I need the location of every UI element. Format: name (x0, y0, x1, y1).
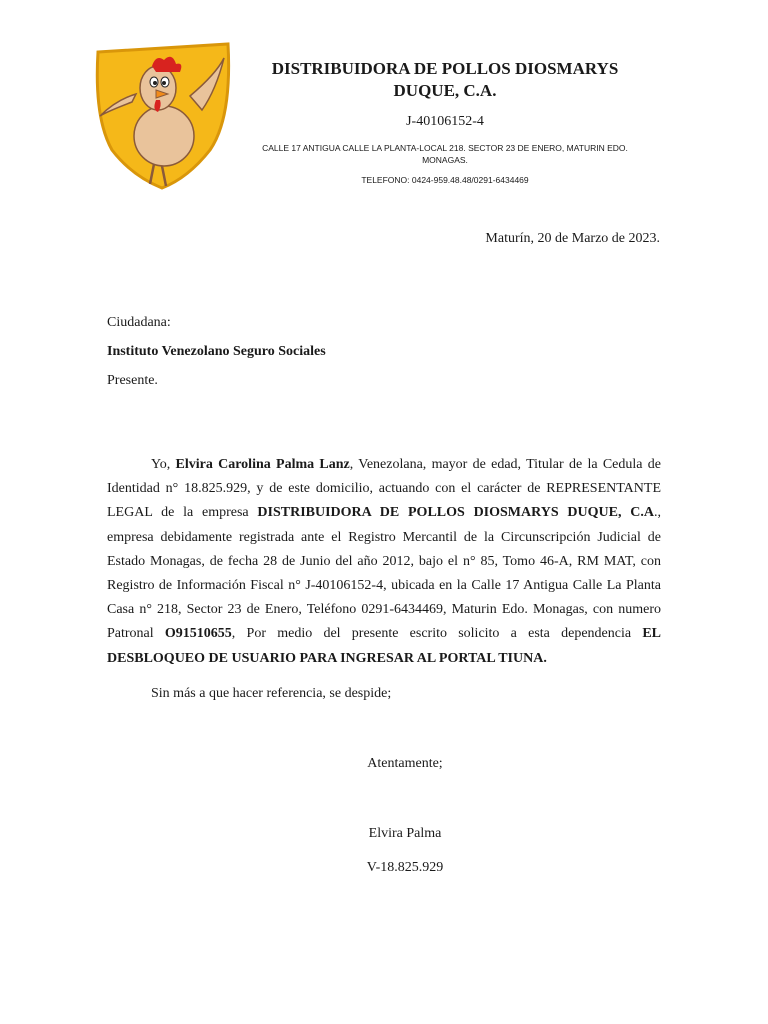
letter-body (107, 453, 661, 671)
body-paragraph: Yo, Elvira Carolina Palma Lanz, Venezolana, mayor de edad, Titular de la Cedula de Identidad n° 18.825.929, y de este domicilio, actuando con el carácter de REPRESENTANTE LEGAL de la empresa DISTRIBUIDORA DE POLLOS DIOSMARYS DUQUE, C.A., empresa debidamente registrada ante el Registro Mercantil de la Circunscripción Judicial de Estado Monagas, de fecha 28 de Junio del año 2012, bajo el n° 85, Tomo 46-A, RM MAT, con Registro de Información Fiscal n° J-40106152-4, ubicada en la Calle 17 Antigua Calle La Planta Casa n° 218, Sector 23 de Enero, Teléfono 0291-6434469, Maturin Edo. Monagas, con numero Patronal O91510655, Por medio del presente escrito solicito a esta dependencia EL DESBLOQUEO DE USUARIO PARA INGRESAR AL PORTAL TIUNA. (107, 457, 662, 666)
signer-id: V-18.825.929 (366, 860, 444, 875)
recipient-title: Ciudadana: (107, 315, 171, 330)
company-name: DISTRIBUIDORA DE POLLOS DIOSMARYS DUQUE, C.A. (271, 59, 619, 100)
company-address: CALLE 17 ANTIGUA CALLE LA PLANTA-LOCAL 218. SECTOR 23 DE ENERO, MATURIN EDO. MONAGAS. (262, 143, 628, 165)
recipient-org: Instituto Venezolano Seguro Sociales (107, 344, 326, 359)
signer-full-name: Elvira Carolina Palma Lanz (175, 457, 350, 472)
chicken-logo-icon (92, 38, 234, 190)
recipient-presente: Presente. (107, 373, 158, 388)
signer-name: Elvira Palma (368, 826, 442, 841)
company-name-inline: DISTRIBUIDORA DE POLLOS DIOSMARYS DUQUE, C.A (257, 505, 654, 521)
company-phone: TELEFONO: 0424-959.48.48/0291-6434469 (361, 175, 529, 185)
letter-date: Maturín, 20 de Marzo de 2023. (485, 231, 660, 246)
farewell: Atentamente; (367, 756, 443, 771)
patronal-number: O91510655 (164, 626, 232, 642)
request-text: EL DESBLOQUEO DE USUARIO PARA INGRESAR AL PORTAL TIUNA. (107, 626, 662, 666)
closing-line: Sin más a que hacer referencia, se despide; (151, 686, 392, 701)
company-rif: J-40106152-4 (406, 114, 484, 129)
